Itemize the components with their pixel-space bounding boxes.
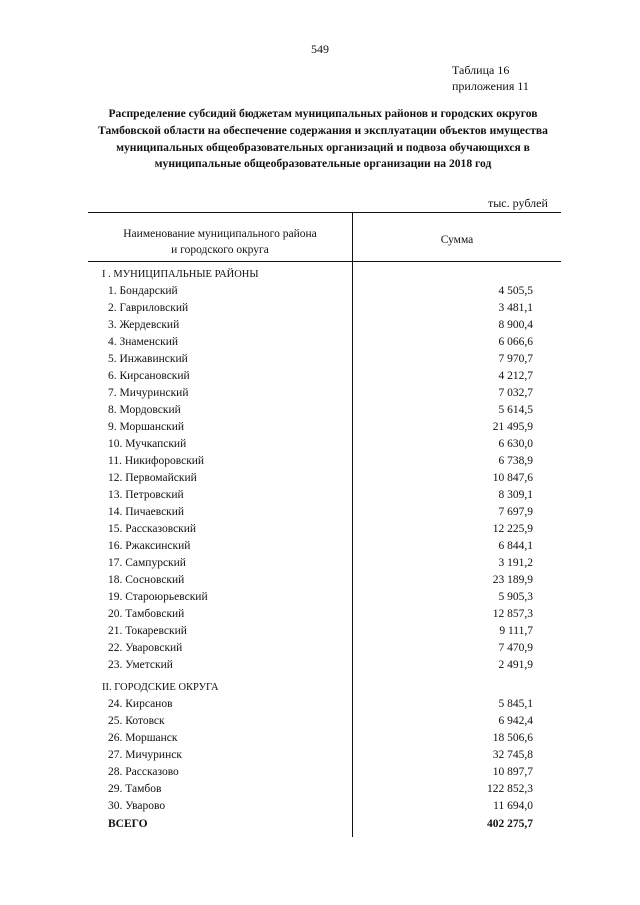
page-number: 549	[311, 42, 329, 56]
table-row	[88, 402, 561, 419]
row-sum: 7 970,7	[498, 353, 533, 365]
section-heading	[88, 679, 561, 696]
row-sum: 4 505,5	[498, 285, 533, 297]
row-name: 24. Кирсанов	[108, 698, 173, 710]
row-sum: 8 309,1	[498, 489, 533, 501]
table-row	[88, 470, 561, 487]
row-name: 14. Пичаевский	[108, 506, 185, 518]
table-row	[88, 696, 561, 713]
row-sum: 18 506,6	[492, 732, 533, 744]
table-row	[88, 368, 561, 385]
row-name: 21. Токаревский	[108, 625, 187, 637]
row-sum: 6 066,6	[498, 336, 533, 348]
column-header-name-line2: и городского округа	[171, 244, 269, 256]
table-row	[88, 606, 561, 623]
row-sum: 7 032,7	[498, 387, 533, 399]
row-sum: 6 942,4	[498, 715, 533, 727]
table-row	[88, 436, 561, 453]
table-top-rule	[88, 212, 561, 213]
column-header-name	[88, 226, 352, 258]
table-row	[88, 572, 561, 589]
row-sum: 9 111,7	[499, 625, 533, 637]
row-sum: 21 495,9	[492, 421, 533, 433]
row-name: 11. Никифоровский	[108, 455, 205, 467]
row-sum: 7 697,9	[498, 506, 533, 518]
total-row	[88, 815, 561, 833]
table-row	[88, 623, 561, 640]
table-row	[88, 385, 561, 402]
row-name: 26. Моршанск	[108, 732, 178, 744]
row-name: 29. Тамбов	[108, 783, 162, 795]
row-name: 16. Ржаксинский	[108, 540, 191, 552]
table-row	[88, 453, 561, 470]
row-name: 20. Тамбовский	[108, 608, 185, 620]
row-name: 18. Сосновский	[108, 574, 185, 586]
row-name: 10. Мучкапский	[108, 438, 187, 450]
row-name: 1. Бондарский	[108, 285, 178, 297]
row-sum: 6 844,1	[498, 540, 533, 552]
row-name: 17. Сампурский	[108, 557, 186, 569]
row-name: 13. Петровский	[108, 489, 184, 501]
table-row	[88, 657, 561, 674]
row-sum: 6 630,0	[498, 438, 533, 450]
table-row	[88, 747, 561, 764]
table-row	[88, 764, 561, 781]
row-name: 9. Моршанский	[108, 421, 185, 433]
row-sum: 12 857,3	[492, 608, 533, 620]
table-row	[88, 798, 561, 815]
column-header-name-line1: Наименование муниципального района	[123, 228, 317, 240]
row-sum: 5 614,5	[498, 404, 533, 416]
annex-caption	[452, 62, 529, 94]
row-name: 6. Кирсановский	[108, 370, 190, 382]
section-title: I . МУНИЦИПАЛЬНЫЕ РАЙОНЫ	[102, 269, 259, 280]
table-row	[88, 555, 561, 572]
row-name: 5. Инжавинский	[108, 353, 188, 365]
row-sum: 122 852,3	[487, 783, 533, 795]
table-row	[88, 334, 561, 351]
row-name: 22. Уваровский	[108, 642, 183, 654]
document-title: Распределение субсидий бюджетам муниципальных районов и городских округов Тамбовской области на обеспечение содержания и эксплуатации объектов имущества муниципальных общеобразовательных организаций и подвоза обучающихся в муниципальные общеобразовательные организации на 2018 год	[98, 107, 548, 171]
row-sum: 11 694,0	[493, 800, 533, 812]
units-note: тыс. рублей	[488, 196, 548, 210]
row-name: 27. Мичуринск	[108, 749, 182, 761]
table-row	[88, 487, 561, 504]
column-header-sum: Сумма	[440, 234, 474, 246]
table-row	[88, 589, 561, 606]
row-name: 8. Мордовский	[108, 404, 181, 416]
row-sum: 6 738,9	[498, 455, 533, 467]
row-sum: 10 847,6	[492, 472, 533, 484]
table-row	[88, 640, 561, 657]
row-sum: 5 905,3	[498, 591, 533, 603]
total-label: ВСЕГО	[108, 818, 148, 830]
row-sum: 4 212,7	[498, 370, 533, 382]
row-name: 7. Мичуринский	[108, 387, 189, 399]
table-row	[88, 730, 561, 747]
row-name: 19. Староюрьевский	[108, 591, 208, 603]
table-row	[88, 538, 561, 555]
row-name: 4. Знаменский	[108, 336, 179, 348]
table-row	[88, 351, 561, 368]
row-sum: 3 481,1	[498, 302, 533, 314]
table-row	[88, 521, 561, 538]
section-heading	[88, 266, 561, 283]
row-sum: 12 225,9	[492, 523, 533, 535]
row-name: 30. Уварово	[108, 800, 166, 812]
row-sum: 2 491,9	[498, 659, 533, 671]
table-row	[88, 781, 561, 798]
table-row	[88, 713, 561, 730]
row-sum: 32 745,8	[492, 749, 533, 761]
section-title: II. ГОРОДСКИЕ ОКРУГА	[102, 682, 219, 693]
row-sum: 10 897,7	[492, 766, 533, 778]
row-name: 2. Гавриловский	[108, 302, 189, 314]
row-name: 28. Рассказово	[108, 766, 179, 778]
row-name: 25. Котовск	[108, 715, 165, 727]
row-name: 3. Жердевский	[108, 319, 180, 331]
row-sum: 8 900,4	[498, 319, 533, 331]
table-row	[88, 317, 561, 334]
row-name: 23. Уметский	[108, 659, 173, 671]
row-sum: 5 845,1	[498, 698, 533, 710]
table-label: Таблица 16	[452, 63, 510, 77]
table-header-rule	[88, 261, 561, 262]
row-sum: 23 189,9	[492, 574, 533, 586]
table-row	[88, 283, 561, 300]
row-sum: 7 470,9	[498, 642, 533, 654]
total-sum: 402 275,7	[487, 818, 533, 830]
appendix-label: приложения 11	[452, 79, 529, 93]
row-sum: 3 191,2	[498, 557, 533, 569]
table-row	[88, 419, 561, 436]
row-name: 12. Первомайский	[108, 472, 197, 484]
table-row	[88, 300, 561, 317]
row-name: 15. Рассказовский	[108, 523, 197, 535]
table-body	[88, 266, 561, 833]
table-row	[88, 504, 561, 521]
